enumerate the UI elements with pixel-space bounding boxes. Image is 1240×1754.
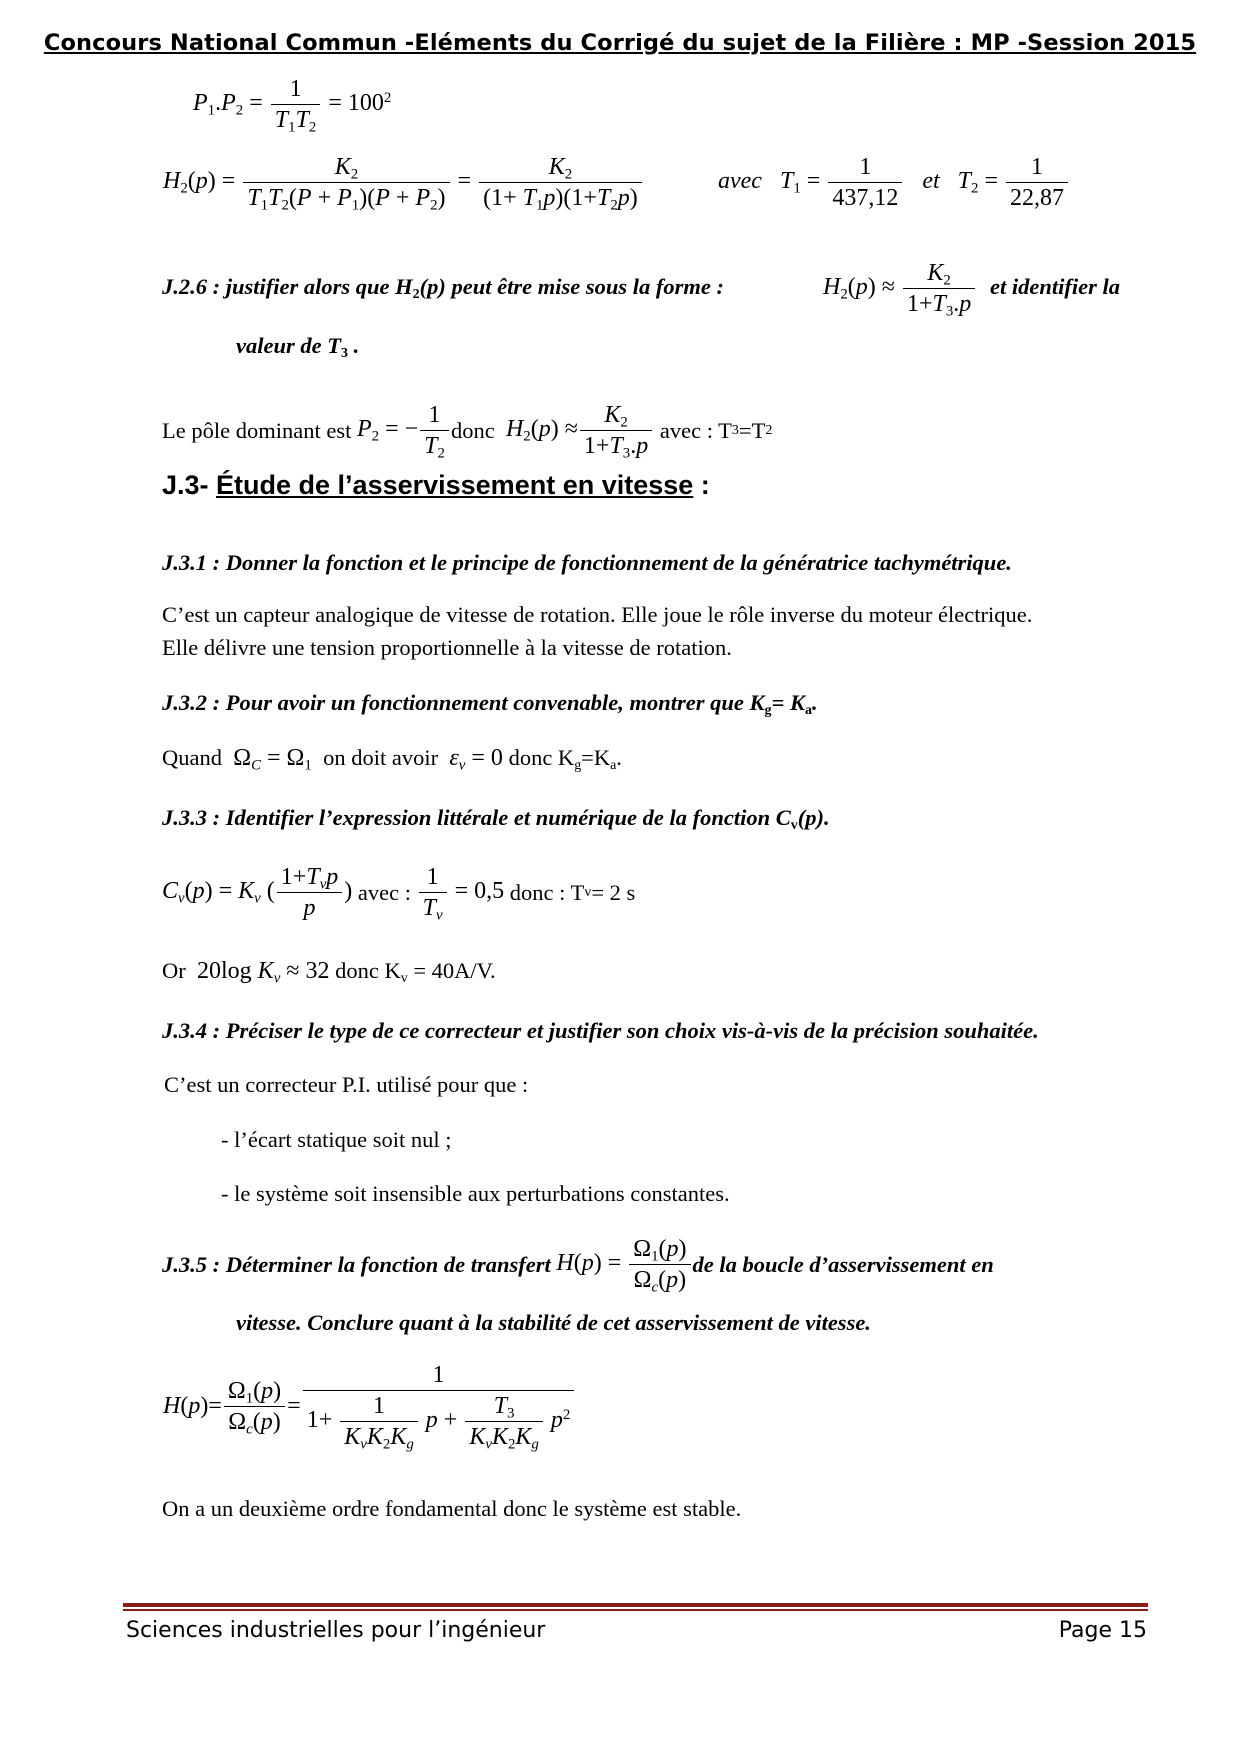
footer-left: Sciences industrielles pour l’ingénieur [126, 1618, 546, 1643]
answer-pole-dominant: Le pôle dominant est $P_2$ = − $\frac{1}{T_2}$ donc $H_2(p)$ ≈ $\frac{K_2}{1+T_3.p}$ avec : T 3 =T 2 [162, 402, 773, 462]
section-heading-j3: J.3- Étude de l’asservissement en vitesse : [162, 470, 710, 500]
answer-j31-line1: C’est un capteur analogique de vitesse de rotation. Elle joue le rôle inverse du moteur électrique. [162, 602, 1033, 627]
answer-j34-item-1: - l’écart statique soit nul ; [221, 1127, 452, 1152]
question-j35-line2: vitesse. Conclure quant à la stabilité de cet asservissement de vitesse. [236, 1310, 871, 1335]
footer-rule-thin [123, 1609, 1148, 1611]
equation-t1-t2: avec $T_1$ = $\frac{1}{437,12}$ et $T_2$ = $\frac{1}{22,87}$ [718, 152, 1070, 213]
equation-h2: $H_2(p)$ = $\frac{K_2}{T_1T_2(P + P_1)(P + P_2)}$ = $\frac{K_2}{(1+ T_1p)(1+T_2p)}$ [163, 152, 644, 213]
question-j33: J.3.3 : Identifier l’expression littérale et numérique de la fonction $C_v(p)$. [162, 805, 830, 834]
question-j26-end: et identifier la [990, 274, 1120, 299]
page-header: Concours National Commun -Eléments du Corrigé du sujet de la Filière : MP -Session 2015 [43, 30, 1197, 56]
question-j26-line2: valeur de $T_3$ . [236, 333, 360, 362]
question-j31: J.3.1 : Donner la fonction et le principe de fonctionnement de la génératrice tachymétrique. [162, 550, 1012, 575]
answer-j31-line2: Elle délivre une tension proportionnelle à la vitesse de rotation. [162, 635, 732, 660]
footer-rule [123, 1603, 1148, 1607]
question-j26: J.2.6 : justifier alors que $H_2(p)$ peut être mise sous la forme : [162, 274, 724, 303]
footer-page-number: Page 15 [1058, 1618, 1147, 1643]
question-j34: J.3.4 : Préciser le type de ce correcteur et justifier son choix vis-à-vis de la précision souhaitée. [162, 1018, 1039, 1043]
equation-hp-closed-loop: H ( p )= $\frac{\Omega_1(p)}{\Omega_c(p)}$ = 1 1+ $\frac{1}{K_vK_2K_g}$ p + $\frac{T_3}{K_vK_2K_g}$ $p^2$ [163, 1360, 576, 1452]
answer-j33-cv: $C_v(p) = K_v$ ( $\frac{1+T_vp}{p}$ ) avec : $\frac{1}{T_v}$ = 0,5 donc : T v = 2 s [162, 864, 636, 924]
answer-j32: Quand $\Omega_C = \Omega_1$ on doit avoir $\varepsilon_v = 0$ donc $K_g=K_a$. [162, 745, 622, 774]
answer-j34-intro: C’est un correcteur P.I. utilisé pour que : [164, 1072, 529, 1097]
answer-j33-kv: Or 20log $K_v \approx 32$ donc $K_v = 40A/V$. [162, 958, 496, 987]
equation-p1p2: $P_1.P_2$ = $\frac{1}{T_1T_2}$ = $100^2$ [193, 76, 392, 136]
answer-j34-item-2: - le système soit insensible aux perturbations constantes. [221, 1181, 730, 1206]
equation-h2-approx: $H_2(p)$ ≈ $\frac{K_2}{1+T_3.p}$ [823, 258, 977, 319]
question-j32: J.3.2 : Pour avoir un fonctionnement convenable, montrer que $K_g= K_a$. [162, 690, 818, 719]
question-j35: J.3.5 : Déterminer la fonction de transfert H(p) = $\frac{\Omega_1(p)}{\Omega_c(p)}$ de la boucle d’asservissement en [162, 1236, 994, 1296]
answer-j35-conclusion: On a un deuxième ordre fondamental donc le système est stable. [162, 1496, 742, 1521]
